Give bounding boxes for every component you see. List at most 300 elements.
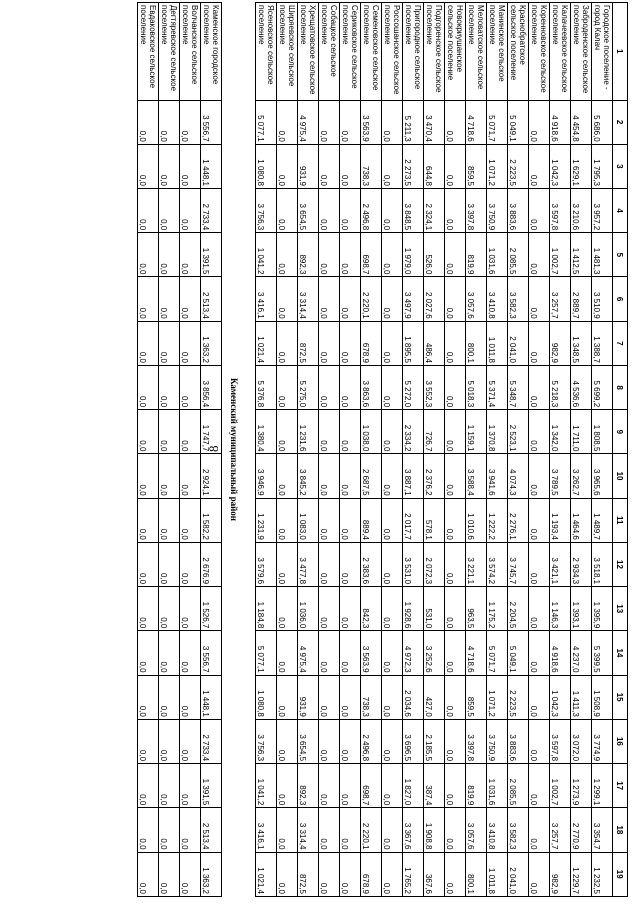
table-cell: 2 934,3 (571, 542, 592, 586)
table-cell: 0,0 (340, 587, 361, 631)
table-cell: 0,0 (277, 631, 298, 675)
table-cell: 0,0 (277, 542, 298, 586)
table-cell: 0,0 (529, 631, 550, 675)
table-row (201, 3, 222, 897)
table-cell: 0,0 (159, 542, 180, 586)
table-cell: 3 946,9 (256, 454, 277, 498)
table-row (445, 3, 466, 897)
table-cell: 0,0 (445, 233, 466, 277)
table-cell: 1 582,2 (201, 498, 222, 542)
table-cell: 0,0 (319, 764, 340, 808)
table-cell: 3 421,1 (550, 542, 571, 586)
table-cell: 2 223,5 (508, 144, 529, 188)
table-cell: 1 489,7 (592, 498, 613, 542)
table-cell: 0,0 (340, 454, 361, 498)
row-label: Манинское сельское поселение (487, 3, 508, 101)
table-cell: 0,0 (138, 852, 159, 896)
table-cell: 5 218,3 (550, 365, 571, 409)
table-cell: 5 077,1 (256, 100, 277, 144)
table-cell: 4 918,6 (550, 100, 571, 144)
table-cell: 0,0 (382, 100, 403, 144)
row-label: Сериковское сельское поселение (340, 3, 361, 101)
table-cell: 1 827,0 (403, 764, 424, 808)
table-cell: 5 071,7 (487, 631, 508, 675)
row-label: Волчанское сельское поселение (180, 3, 201, 101)
table-cell: 3 552,3 (424, 365, 445, 409)
table-cell: 3 397,8 (466, 719, 487, 763)
table-cell: 0,0 (319, 233, 340, 277)
table-cell: 982,9 (550, 321, 571, 365)
table-cell: 698,7 (361, 764, 382, 808)
table-cell: 526,0 (424, 233, 445, 277)
table-cell: 1 448,1 (201, 675, 222, 719)
table-cell: 1 391,5 (201, 233, 222, 277)
table-cell: 2 334,2 (403, 410, 424, 454)
table-cell: 0,0 (382, 852, 403, 896)
table-cell: 2 924,1 (201, 454, 222, 498)
table-cell: 0,0 (529, 542, 550, 586)
table-cell: 0,0 (159, 365, 180, 409)
table-cell: 0,0 (382, 542, 403, 586)
table-cell: 0,0 (529, 498, 550, 542)
row-label: Меловатское сельское поселение (466, 3, 487, 101)
row-label: Заброденское сельское поселение (571, 3, 592, 101)
table-cell: 0,0 (138, 321, 159, 365)
table-cell: 0,0 (277, 233, 298, 277)
table-cell: 3 588,4 (466, 454, 487, 498)
table-cell: 1 765,2 (403, 852, 424, 896)
column-header: 13 (613, 587, 628, 631)
table-cell: 0,0 (445, 365, 466, 409)
table-cell: 486,4 (424, 321, 445, 365)
table-cell: 0,0 (138, 587, 159, 631)
table-cell: 2 383,6 (361, 542, 382, 586)
table-cell: 698,7 (361, 233, 382, 277)
row-label: Пригородное сельское поселение (403, 3, 424, 101)
table-cell: 3 367,6 (403, 808, 424, 852)
table-cell: 0,0 (180, 410, 201, 454)
table-cell: 1 895,5 (403, 321, 424, 365)
table-cell: 1 464,6 (571, 498, 592, 542)
table-cell: 0,0 (138, 454, 159, 498)
table-cell: 2 273,5 (403, 144, 424, 188)
table-cell: 1 042,3 (550, 144, 571, 188)
table-cell: 0,0 (277, 764, 298, 808)
table-cell: 0,0 (159, 587, 180, 631)
table-cell: 0,0 (277, 808, 298, 852)
table-cell: 3 510,9 (592, 277, 613, 321)
column-header: 18 (613, 808, 628, 852)
table-cell: 1 184,8 (256, 587, 277, 631)
table-cell: 0,0 (138, 233, 159, 277)
table-cell: 0,0 (382, 719, 403, 763)
table-cell: 0,0 (277, 144, 298, 188)
table-cell: 0,0 (277, 321, 298, 365)
table-cell: 0,0 (159, 100, 180, 144)
table-cell: 0,0 (180, 631, 201, 675)
table-cell: 2 220,1 (361, 808, 382, 852)
row-label: Калачеевское сельское поселение (550, 3, 571, 101)
table-cell: 0,0 (277, 277, 298, 321)
table-cell: 872,5 (298, 852, 319, 896)
table-cell: 931,9 (298, 675, 319, 719)
table-cell: 0,0 (445, 542, 466, 586)
table-cell: 3 597,8 (550, 719, 571, 763)
table-cell: 892,3 (298, 233, 319, 277)
table-cell: 3 582,3 (508, 277, 529, 321)
table-row (361, 3, 382, 897)
table-cell: 1 002,7 (550, 233, 571, 277)
table-cell: 0,0 (180, 764, 201, 808)
table-cell: 2 017,7 (403, 498, 424, 542)
table-cell: 2 770,9 (571, 808, 592, 852)
table-cell: 531,0 (424, 587, 445, 631)
column-header: 11 (613, 498, 628, 542)
table-cell: 0,0 (180, 498, 201, 542)
table-cell: 0,0 (529, 587, 550, 631)
table-cell: 0,0 (445, 675, 466, 719)
table-cell: 0,0 (340, 233, 361, 277)
table-cell: 819,9 (466, 764, 487, 808)
table-cell: 0,0 (340, 144, 361, 188)
table-cell: 3 252,6 (424, 631, 445, 675)
table-cell: 1 041,2 (256, 764, 277, 808)
table-cell: 3 518,1 (592, 542, 613, 586)
table-cell: 819,9 (466, 233, 487, 277)
table-cell: 0,0 (319, 277, 340, 321)
table-row (180, 3, 201, 897)
table-cell: 2 513,4 (201, 277, 222, 321)
table-cell: 1 481,3 (592, 233, 613, 277)
table-row (256, 3, 277, 897)
table-cell: 1 010,6 (466, 498, 487, 542)
table-cell: 2 676,9 (201, 542, 222, 586)
table-cell: 2 889,7 (571, 277, 592, 321)
table-row (508, 3, 529, 897)
table-row (319, 3, 340, 897)
column-header: 19 (613, 852, 628, 896)
table-cell: 3 579,6 (256, 542, 277, 586)
table-cell: 367,6 (424, 852, 445, 896)
table-cell: 0,0 (180, 144, 201, 188)
table-cell: 3 477,8 (298, 542, 319, 586)
table-cell: 3 883,6 (508, 189, 529, 233)
table-cell: 427,0 (424, 675, 445, 719)
table-cell: 0,0 (138, 631, 159, 675)
table-cell: 5 686,0 (592, 100, 613, 144)
table-row (340, 3, 361, 897)
table-cell: 0,0 (319, 189, 340, 233)
table-cell: 0,0 (529, 719, 550, 763)
table-cell: 1 380,4 (256, 410, 277, 454)
table-cell: 0,0 (180, 233, 201, 277)
table-cell: 0,0 (277, 100, 298, 144)
table-cell: 1 021,4 (256, 321, 277, 365)
table-cell: 0,0 (529, 100, 550, 144)
row-label: Семеновское сельское поселение (361, 3, 382, 101)
table-cell: 3 563,9 (361, 100, 382, 144)
table-cell: 2 223,5 (508, 675, 529, 719)
table-cell: 0,0 (382, 189, 403, 233)
table-cell: 1 448,1 (201, 144, 222, 188)
table-cell: 0,0 (340, 808, 361, 852)
table-cell: 3 750,9 (487, 189, 508, 233)
table-cell: 1 979,0 (403, 233, 424, 277)
table-cell: 0,0 (382, 410, 403, 454)
column-header: 16 (613, 719, 628, 763)
table-cell: 4 975,4 (298, 100, 319, 144)
table-cell: 0,0 (445, 189, 466, 233)
table-row (529, 3, 550, 897)
table-cell: 1 041,2 (256, 233, 277, 277)
table-cell: 5 399,5 (592, 631, 613, 675)
table-cell: 1 031,6 (487, 233, 508, 277)
table-cell: 0,0 (319, 542, 340, 586)
table-cell: 738,3 (361, 144, 382, 188)
table-cell: 0,0 (138, 719, 159, 763)
table-cell: 3 887,1 (403, 454, 424, 498)
table-cell: 3 756,3 (256, 719, 277, 763)
table-cell: 0,0 (138, 144, 159, 188)
table-cell: 0,0 (529, 808, 550, 852)
table-cell: 5 371,4 (487, 365, 508, 409)
table-cell: 1 038,0 (361, 410, 382, 454)
table-cell: 1 299,1 (592, 764, 613, 808)
table-cell: 0,0 (159, 277, 180, 321)
column-header: 2 (613, 100, 628, 144)
table-cell: 0,0 (445, 587, 466, 631)
table-cell: 800,1 (466, 852, 487, 896)
table-cell: 678,9 (361, 852, 382, 896)
table-cell: 1 391,5 (201, 764, 222, 808)
table-cell: 0,0 (382, 233, 403, 277)
table-cell: 3 883,6 (508, 719, 529, 763)
column-header: 10 (613, 454, 628, 498)
table-cell: 3 848,5 (403, 189, 424, 233)
table-cell: 0,0 (180, 587, 201, 631)
kamensky-district-table (137, 2, 222, 897)
row-label: Дегтяревское сельское поселение (159, 3, 180, 101)
table-cell: 0,0 (180, 365, 201, 409)
table-cell: 3 957,2 (592, 189, 613, 233)
column-header: 4 (613, 189, 628, 233)
table-cell: 5 376,8 (256, 365, 277, 409)
row-label: Краснобратское сельское поселение (508, 3, 529, 101)
table-cell: 0,0 (138, 277, 159, 321)
table-cell: 0,0 (445, 808, 466, 852)
table-cell: 4 536,6 (571, 365, 592, 409)
table-cell: 0,0 (382, 321, 403, 365)
table-cell: 3 756,3 (256, 189, 277, 233)
table-cell: 0,0 (340, 542, 361, 586)
table-cell: 578,1 (424, 498, 445, 542)
table-cell: 2 041,0 (508, 321, 529, 365)
table-cell: 1 071,2 (487, 144, 508, 188)
table-cell: 3 531,0 (403, 542, 424, 586)
column-header: 12 (613, 542, 628, 586)
table-cell: 0,0 (138, 410, 159, 454)
table-cell: 1 193,4 (550, 498, 571, 542)
table-cell: 3 654,5 (298, 189, 319, 233)
table-cell: 0,0 (382, 764, 403, 808)
table-cell: 4 718,6 (466, 100, 487, 144)
table-cell: 0,0 (277, 498, 298, 542)
table-cell: 4 918,6 (550, 631, 571, 675)
table-cell: 1 042,3 (550, 675, 571, 719)
table-cell: 0,0 (277, 719, 298, 763)
table-cell: 3 257,7 (550, 808, 571, 852)
table-cell: 3 221,1 (466, 542, 487, 586)
table-cell: 0,0 (180, 852, 201, 896)
table-cell: 1 808,5 (592, 410, 613, 454)
table-cell: 0,0 (382, 277, 403, 321)
table-cell: 1 229,7 (571, 852, 592, 896)
table-cell: 0,0 (159, 144, 180, 188)
table-cell: 0,0 (159, 631, 180, 675)
row-label: Евдаковское сельское поселение (138, 3, 159, 101)
table-cell: 0,0 (138, 542, 159, 586)
table-cell: 0,0 (180, 100, 201, 144)
table-cell: 0,0 (138, 365, 159, 409)
table-cell: 0,0 (277, 365, 298, 409)
table-cell: 0,0 (445, 719, 466, 763)
table-cell: 3 354,7 (592, 808, 613, 852)
table-cell: 0,0 (159, 808, 180, 852)
table-cell: 0,0 (340, 100, 361, 144)
table-cell: 963,5 (466, 587, 487, 631)
table-cell: 1 080,8 (256, 144, 277, 188)
table-cell: 2 220,1 (361, 277, 382, 321)
row-label: Каменское городское поселение (201, 3, 222, 101)
table-cell: 5 077,1 (256, 631, 277, 675)
table-row (487, 3, 508, 897)
table-cell: 3 750,9 (487, 719, 508, 763)
table-cell: 0,0 (319, 410, 340, 454)
table-cell: 2 072,3 (424, 542, 445, 586)
table-cell: 982,9 (550, 852, 571, 896)
table-cell: 3 470,4 (424, 100, 445, 144)
table-cell: 0,0 (319, 675, 340, 719)
table-cell: 1 928,6 (403, 587, 424, 631)
table-cell: 1 175,2 (487, 587, 508, 631)
table-cell: 1 711,0 (571, 410, 592, 454)
table-cell: 0,0 (529, 144, 550, 188)
table-row (382, 3, 403, 897)
table-cell: 3 965,6 (592, 454, 613, 498)
table-cell: 3 941,6 (487, 454, 508, 498)
table-cell: 1 395,9 (592, 587, 613, 631)
table-row (424, 3, 445, 897)
table-cell: 859,5 (466, 144, 487, 188)
table-row (571, 3, 592, 897)
table-cell: 0,0 (340, 852, 361, 896)
table-cell: 0,0 (159, 189, 180, 233)
table-cell: 3 416,1 (256, 808, 277, 852)
table-cell: 2 185,5 (424, 719, 445, 763)
column-header: 15 (613, 675, 628, 719)
row-label: Ширяевское сельское поселение (277, 3, 298, 101)
table-row (298, 3, 319, 897)
table-cell: 1 363,2 (201, 852, 222, 896)
table-row (466, 3, 487, 897)
table-cell: 3 863,6 (361, 365, 382, 409)
table-cell: 0,0 (529, 764, 550, 808)
table-cell: 5 699,2 (592, 365, 613, 409)
table-row (277, 3, 298, 897)
table-cell: 4 237,0 (571, 631, 592, 675)
row-label: Россошанское сельское поселение (382, 3, 403, 101)
table-cell: 0,0 (277, 675, 298, 719)
table-cell: 0,0 (138, 189, 159, 233)
table-cell: 3 556,7 (201, 631, 222, 675)
table-cell: 0,0 (159, 675, 180, 719)
table-cell: 0,0 (319, 144, 340, 188)
table-cell: 1 508,9 (592, 675, 613, 719)
table-cell: 0,0 (529, 675, 550, 719)
table-cell: 0,0 (529, 410, 550, 454)
table-cell: 738,3 (361, 675, 382, 719)
table-cell: 0,0 (340, 321, 361, 365)
table-cell: 5 018,3 (466, 365, 487, 409)
table-cell: 2 324,1 (424, 189, 445, 233)
table-cell: 0,0 (529, 852, 550, 896)
table-cell: 0,0 (382, 365, 403, 409)
table-cell: 0,0 (159, 852, 180, 896)
table-cell: 0,0 (382, 144, 403, 188)
table-cell: 5 049,1 (508, 100, 529, 144)
table-cell: 0,0 (180, 277, 201, 321)
table-cell: 2 027,6 (424, 277, 445, 321)
table-cell: 0,0 (159, 410, 180, 454)
table-cell: 5 071,7 (487, 100, 508, 144)
table-cell: 1 526,7 (201, 587, 222, 631)
table-cell: 5 275,0 (298, 365, 319, 409)
rotated-page-content (108, 2, 628, 897)
row-label: Хрещатовское сельское поселение (298, 3, 319, 101)
table-cell: 2 034,6 (403, 675, 424, 719)
row-label: Собацкое сельское поселение (319, 3, 340, 101)
table-cell: 872,5 (298, 321, 319, 365)
table-cell: 2 523,1 (508, 410, 529, 454)
table-cell: 3 057,6 (466, 277, 487, 321)
table-cell: 0,0 (445, 498, 466, 542)
table-cell: 0,0 (445, 321, 466, 365)
table-cell: 3 856,4 (201, 365, 222, 409)
section-title: Каменский муниципальный район (229, 378, 239, 521)
table-cell: 0,0 (382, 808, 403, 852)
table-cell: 3 654,5 (298, 719, 319, 763)
table-cell: 0,0 (138, 808, 159, 852)
table-cell: 0,0 (180, 808, 201, 852)
table-cell: 0,0 (340, 410, 361, 454)
table-cell: 1 370,8 (487, 410, 508, 454)
table-cell: 3 057,6 (466, 808, 487, 852)
table-cell: 0,0 (138, 100, 159, 144)
table-cell: 0,0 (159, 719, 180, 763)
table-cell: 0,0 (180, 675, 201, 719)
table-cell: 0,0 (159, 321, 180, 365)
table-cell: 2 687,5 (361, 454, 382, 498)
table-cell: 1 273,9 (571, 764, 592, 808)
table-cell: 1 071,2 (487, 675, 508, 719)
table-cell: 3 789,5 (550, 454, 571, 498)
table-cell: 1 159,1 (466, 410, 487, 454)
table-cell: 0,0 (529, 321, 550, 365)
table-cell: 0,0 (277, 410, 298, 454)
page-number: 8 (206, 445, 221, 452)
table-cell: 3 696,5 (403, 719, 424, 763)
table-cell: 3 574,2 (487, 542, 508, 586)
